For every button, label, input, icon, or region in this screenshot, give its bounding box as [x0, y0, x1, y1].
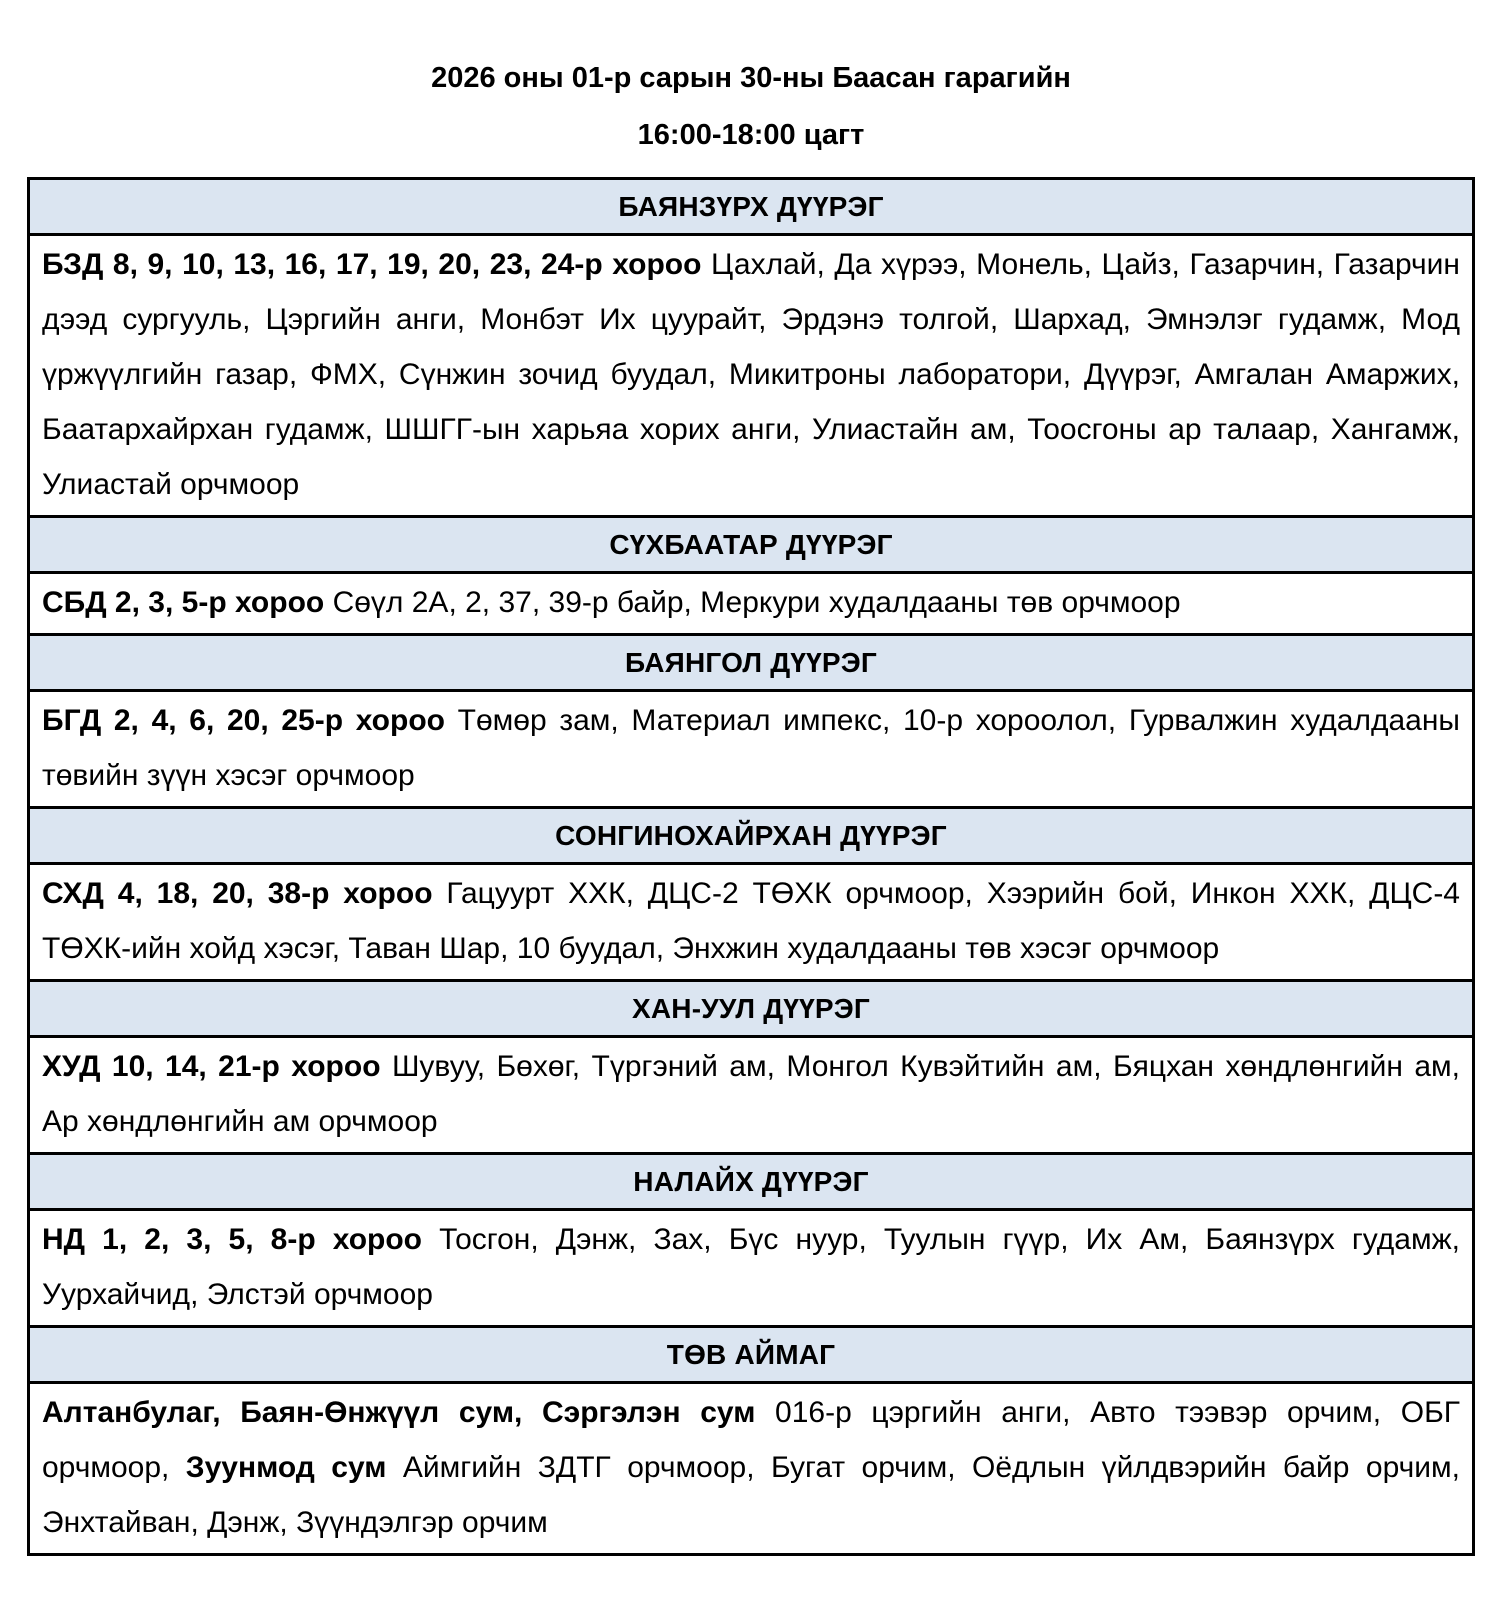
khoroo-list-label: СБД 2, 3, 5-р хороо [42, 586, 333, 619]
document-title-date: 2026 оны 01-р сарын 30-ны Баасан гарагийн [431, 62, 1071, 94]
section-areas-khan-uul-district [29, 1037, 1474, 1154]
section-areas-bayangol-district [29, 691, 1474, 808]
areas-text: 016-р цэргийн анги, Авто тээвэр орчим, ОБГ орчмоор, [42, 1396, 1460, 1484]
section-areas-tuv-aimag [29, 1383, 1474, 1555]
table-row [29, 864, 1474, 981]
areas-text: Тосгон, Дэнж, Зах, Бүс нуур, Туулын гүүр, Их Ам, Баянзүрх гудамж, Уурхайчид, Элстэй орчмоор [42, 1223, 1460, 1311]
section-header-nalaikh-district: НАЛАЙХ ДҮҮРЭГ [29, 1154, 1474, 1210]
outage-schedule-table [27, 177, 1475, 1556]
section-header-bayanzurkh-district: БАЯНЗҮРХ ДҮҮРЭГ [29, 179, 1474, 235]
section-header-sukhbaatar-district: СҮХБААТАР ДҮҮРЭГ [29, 517, 1474, 573]
soum-list-label: Алтанбулаг, Баян-Өнжүүл сум, Сэргэлэн сум [42, 1396, 776, 1429]
section-header-khan-uul-district: ХАН-УУЛ ДҮҮРЭГ [29, 981, 1474, 1037]
areas-text: Сөүл 2А, 2, 37, 39-р байр, Меркури худалдааны төв орчмоор [332, 586, 1181, 619]
table-row [29, 1037, 1474, 1154]
section-header-songinokhairkhan-district: СОНГИНОХАЙРХАН ДҮҮРЭГ [29, 808, 1474, 864]
document-title-time: 16:00-18:00 цагт [637, 119, 865, 151]
section-areas-sukhbaatar-district [29, 573, 1474, 635]
document-title [0, 0, 1502, 164]
table-row [29, 573, 1474, 635]
areas-text: Аймгийн ЗДТГ орчмоор, Бугат орчим, Оёдлын үйлдвэрийн байр орчим, Энхтайван, Дэнж, Зүүндэлгэр орчим [42, 1451, 1460, 1539]
table-row [29, 1383, 1474, 1555]
section-areas-bayanzurkh-district [29, 235, 1474, 517]
khoroo-list-label: НД 1, 2, 3, 5, 8-р хороо [42, 1223, 440, 1256]
table-row [29, 635, 1474, 691]
table-row [29, 235, 1474, 517]
areas-text: Цахлай, Да хүрээ, Монель, Цайз, Газарчин, Газарчин дээд сургууль, Цэргийн анги, Монбэт Их цуурайт, Эрдэнэ толгой, Шархад, Эмнэлэг гудамж, Мод үржүүлгийн газар, ФМХ, Сүнжин зочид буудал, Микитроны лаборатори, Дүүрэг, Амгалан Амаржих, Баатархайрхан гудамж, ШШГГ-ын харьяа хорих анги, Улиастайн ам, Тоосгоны ар талаар, Хангамж, Улиастай орчмоор [42, 248, 1460, 501]
section-header-bayangol-district: БАЯНГОЛ ДҮҮРЭГ [29, 635, 1474, 691]
areas-text: Шувуу, Бөхөг, Түргэний ам, Монгол Кувэйтийн ам, Бяцхан хөндлөнгийн ам, Ар хөндлөнгийн ам орчмоор [42, 1050, 1460, 1138]
section-areas-songinokhairkhan-district [29, 864, 1474, 981]
khoroo-list-label: СХД 4, 18, 20, 38-р хороо [42, 877, 447, 910]
table-row [29, 1327, 1474, 1383]
khoroo-list-label: БГД 2, 4, 6, 20, 25-р хороо [42, 704, 458, 737]
khoroo-list-label: БЗД 8, 9, 10, 13, 16, 17, 19, 20, 23, 24-р хороо [42, 248, 712, 281]
table-row [29, 691, 1474, 808]
section-header-tuv-aimag: ТӨВ АЙМАГ [29, 1327, 1474, 1383]
areas-text: Гацуурт ХХК, ДЦС-2 ТӨХК орчмоор, Хээрийн бой, Инкон ХХК, ДЦС-4 ТӨХК-ийн хойд хэсэг, Таван Шар, 10 буудал, Энхжин худалдааны төв хэсэг орчмоор [42, 877, 1460, 965]
table-row [29, 1210, 1474, 1327]
areas-text: Төмөр зам, Материал импекс, 10-р хороолол, Гурвалжин худалдааны төвийн зүүн хэсэг орчмоор [42, 704, 1460, 792]
table-row [29, 179, 1474, 235]
table-row [29, 1154, 1474, 1210]
table-row [29, 517, 1474, 573]
table-row [29, 981, 1474, 1037]
section-areas-nalaikh-district [29, 1210, 1474, 1327]
soum-label-zuunmod: Зуунмод сум [185, 1451, 403, 1484]
khoroo-list-label: ХУД 10, 14, 21-р хороо [42, 1050, 392, 1083]
table-row [29, 808, 1474, 864]
